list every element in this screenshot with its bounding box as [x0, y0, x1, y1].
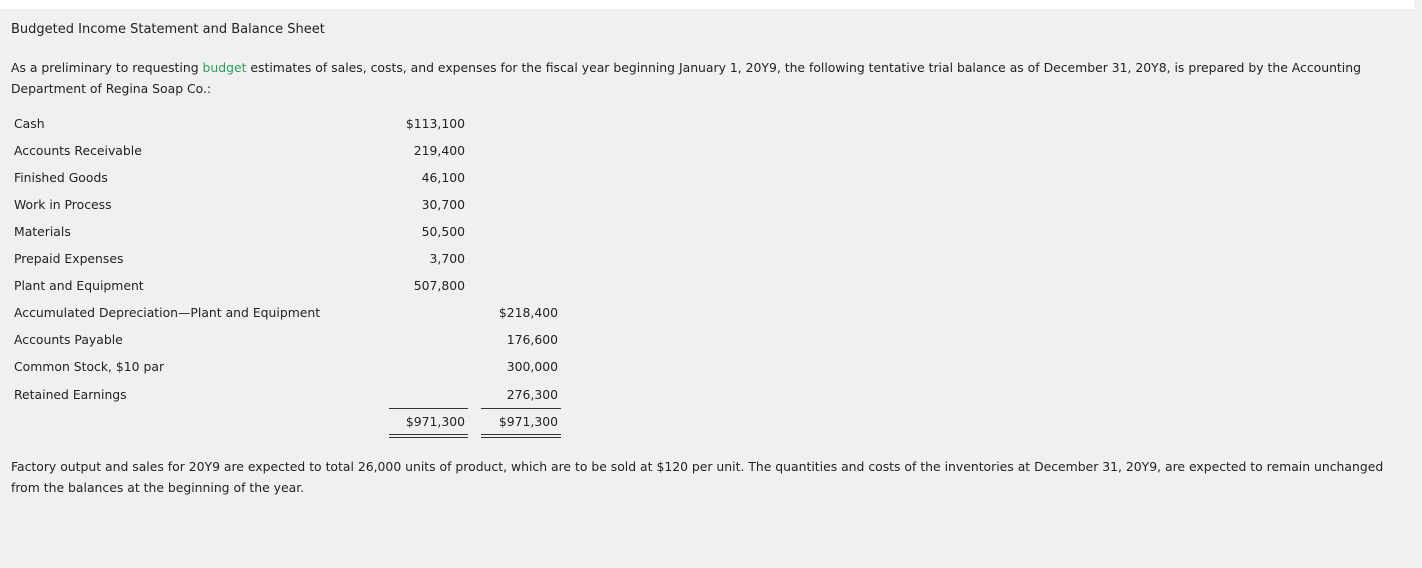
- intro-text-before: As a preliminary to requesting: [11, 60, 203, 75]
- credit-amount: $218,400: [498, 305, 558, 320]
- debit-amount: 507,800: [413, 278, 465, 293]
- intro-text-after: estimates of sales, costs, and expenses for the fiscal year beginning January 1, 20Y9, the following tentative trial balance as of December 31, 20Y8, is prepared by the Accounting Department of Regina Soap Co.:: [11, 60, 1361, 96]
- top-bar: [0, 0, 1414, 9]
- account-label: Cash: [14, 116, 45, 131]
- budget-link[interactable]: budget: [202, 60, 247, 75]
- debit-total: $971,300: [405, 414, 465, 429]
- account-label: Common Stock, $10 par: [14, 359, 165, 374]
- account-label: Accounts Receivable: [14, 143, 142, 158]
- credit-amount: 300,000: [506, 359, 558, 374]
- debit-total-double-rule: [389, 434, 468, 438]
- account-label: Materials: [14, 224, 71, 239]
- credit-subtotal-rule: [481, 408, 561, 409]
- account-label: Prepaid Expenses: [14, 251, 124, 266]
- debit-amount: 46,100: [421, 170, 465, 185]
- account-label: Accounts Payable: [14, 332, 123, 347]
- debit-subtotal-rule: [389, 408, 468, 409]
- credit-total-double-rule: [481, 434, 561, 438]
- debit-amount: 30,700: [421, 197, 465, 212]
- account-label: Accumulated Depreciation—Plant and Equipment: [14, 305, 321, 320]
- intro-paragraph: [11, 57, 1411, 99]
- debit-amount: 50,500: [421, 224, 465, 239]
- debit-amount: 3,700: [429, 251, 465, 266]
- account-label: Retained Earnings: [14, 387, 127, 402]
- account-label: Finished Goods: [14, 170, 108, 185]
- account-label: Work in Process: [14, 197, 112, 212]
- credit-amount: 176,600: [506, 332, 558, 347]
- debit-amount: $113,100: [405, 116, 465, 131]
- credit-amount: 276,300: [506, 387, 558, 402]
- page-title: Budgeted Income Statement and Balance Sheet: [11, 22, 325, 37]
- outro-paragraph: Factory output and sales for 20Y9 are expected to total 26,000 units of product, which are to be sold at $120 per unit. The quantities and costs of the inventories at December 31, 20Y9, are expected to remain unchanged from the balances at the beginning of the year.: [11, 459, 1384, 495]
- account-label: Plant and Equipment: [14, 278, 144, 293]
- debit-amount: 219,400: [413, 143, 465, 158]
- credit-total: $971,300: [498, 414, 558, 429]
